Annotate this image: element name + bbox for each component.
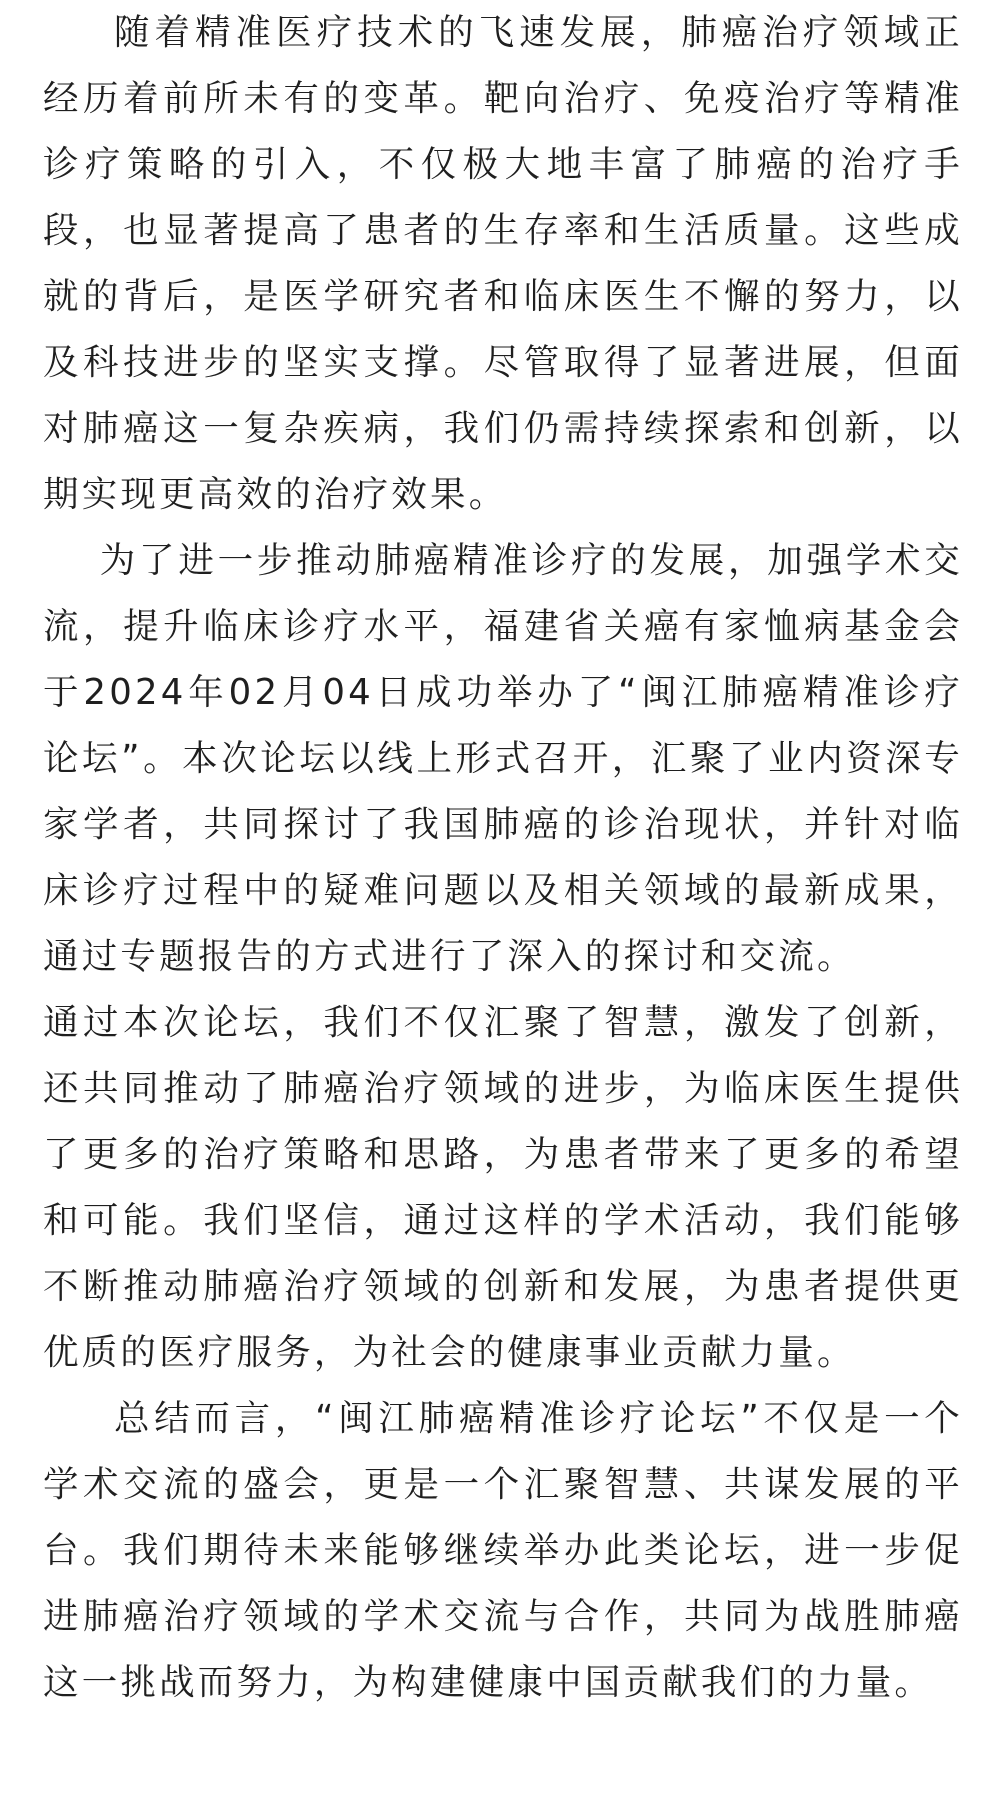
paragraph-forum-event: 为了进一步推动肺癌精准诊疗的发展，加强学术交流，提升临床诊疗水平，福建省关癌有家恤病基金会于2024年02月04日成功举办了“闽江肺癌精准诊疗论坛”。本次论坛以线上形式召开，汇聚了业内资深专家学者，共同探讨了我国肺癌的诊治现状，并针对临床诊疗过程中的疑难问题以及相关领域的最新成果，通过专题报告的方式进行了深入的探讨和交流。	[43, 540, 963, 977]
article-body	[43, 0, 963, 1716]
paragraph-forum-outcome: 通过本次论坛，我们不仅汇聚了智慧，激发了创新，还共同推动了肺癌治疗领域的进步，为临床医生提供了更多的治疗策略和思路，为患者带来了更多的希望和可能。我们坚信，通过这样的学术活动，我们能够不断推动肺癌治疗领域的创新和发展，为患者提供更优质的医疗服务，为社会的健康事业贡献力量。	[43, 1002, 963, 1373]
paragraph-intro: 随着精准医疗技术的飞速发展，肺癌治疗领域正经历着前所未有的变革。靶向治疗、免疫治疗等精准诊疗策略的引入，不仅极大地丰富了肺癌的治疗手段，也显著提高了患者的生存率和生活质量。这些成就的背后，是医学研究者和临床医生不懈的努力，以及科技进步的坚实支撑。尽管取得了显著进展，但面对肺癌这一复杂疾病，我们仍需持续探索和创新，以期实现更高效的治疗效果。	[43, 12, 963, 515]
paragraph-conclusion: 总结而言，“闽江肺癌精准诊疗论坛”不仅是一个学术交流的盛会，更是一个汇聚智慧、共谋发展的平台。我们期待未来能够继续举办此类论坛，进一步促进肺癌治疗领域的学术交流与合作，共同为战胜肺癌这一挑战而努力，为构建健康中国贡献我们的力量。	[43, 1398, 963, 1703]
